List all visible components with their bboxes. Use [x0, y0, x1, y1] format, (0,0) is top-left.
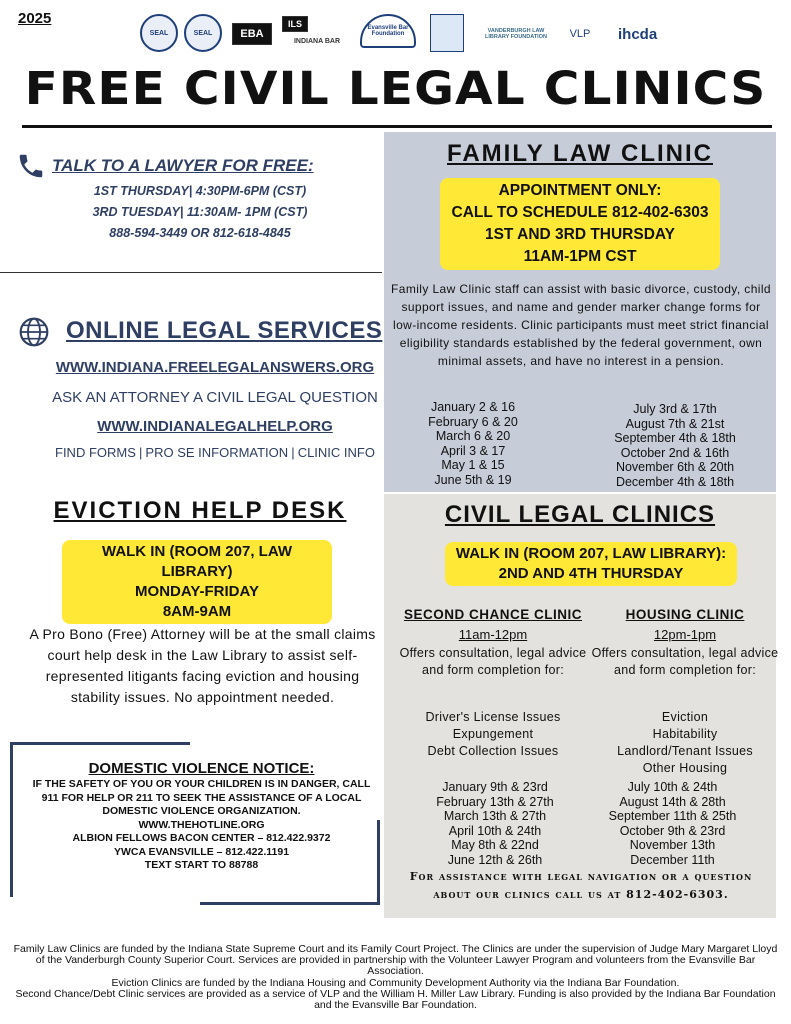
family-heading: FAMILY LAW CLINIC — [446, 140, 713, 167]
eviction-heading: EVICTION HELP DESK — [53, 497, 347, 524]
separator: | — [138, 445, 143, 460]
talk-line: 3RD TUESDAY| 11:30AM- 1PM (CST) — [92, 205, 308, 219]
section-divider — [0, 272, 382, 273]
issue-item: Other Housing — [642, 761, 728, 775]
eviction-days: MONDAY-FRIDAY — [135, 583, 259, 600]
date-item: February 6 & 20 — [428, 414, 518, 429]
court-seal-logo: SEAL — [140, 14, 178, 52]
indianalegalhelp-link[interactable]: WWW.INDIANALEGALHELP.ORG — [97, 418, 333, 435]
civil-contact-note: For assistance with legal navigation or a question about our clinics call us at 812-402-6303. — [409, 870, 753, 901]
find-forms-link[interactable]: FIND FORMS — [55, 445, 136, 460]
date-item: June 5th & 19 — [434, 472, 512, 487]
dv-safety-text: IF THE SAFETY OF YOU OR YOUR CHILDREN IS IN DANGER, CALL 911 FOR HELP OR 211 TO SEEK THE ASSISTANCE OF A LOCAL DOMESTIC VIOLENCE ORGANIZATION. — [32, 778, 371, 817]
title-underline — [22, 125, 772, 128]
date-item: June 12th & 26th — [447, 852, 543, 867]
ils-logo: ILS — [282, 16, 308, 32]
family-description: Family Law Clinic staff can assist with basic divorce, custody, child support issues, and name and gender marker change forms for low-income residents. Clinic participants must meet strict financial eligibility standards established by the federal government, own minimal assets, and have no interest in a pension. — [391, 282, 771, 368]
housing-clinic-time: 12pm-1pm — [653, 627, 717, 642]
family-days: 1ST AND 3RD THURSDAY — [484, 226, 676, 243]
date-item: July 10th & 24th — [627, 780, 718, 794]
civil-days: 2ND AND 4TH THURSDAY — [498, 565, 684, 582]
date-item: January 9th & 23rd — [442, 780, 548, 794]
civil-location: WALK IN (ROOM 207, LAW LIBRARY): — [455, 545, 727, 562]
date-item: August 14th & 28th — [619, 794, 726, 809]
date-item: November 13th — [629, 838, 716, 852]
separator: | — [291, 445, 295, 460]
indiana-bar-foundation-logo: INDIANA BAR — [293, 37, 341, 45]
phone-icon — [16, 150, 46, 182]
second-chance-description: Offers consultation, legal advice and form completion for: — [399, 646, 587, 677]
evansville-bar-foundation-logo: Evansville Bar Foundation — [360, 14, 416, 48]
globe-icon — [18, 316, 50, 348]
issue-item: Debt Collection Issues — [427, 744, 559, 758]
eviction-location: WALK IN (ROOM 207, LAW LIBRARY) — [101, 543, 292, 580]
issue-item: Eviction — [661, 710, 709, 724]
hotline-link[interactable]: WWW.THEHOTLINE.ORG — [138, 818, 265, 831]
date-item: August 7th & 21st — [625, 416, 725, 431]
housing-clinic-title: HOUSING CLINIC — [625, 607, 745, 622]
date-item: November 6th & 20th — [615, 460, 735, 474]
issue-item: Habitability — [652, 727, 718, 741]
date-item: February 13th & 27th — [436, 794, 554, 809]
talk-heading: TALK TO A LAWYER FOR FREE: — [52, 156, 314, 175]
vanderburgh-law-library-foundation-logo: VANDERBURGH LAW LIBRARY FOUNDATION — [485, 28, 547, 40]
date-item: May 8th & 22nd — [451, 838, 539, 852]
family-appointment: APPOINTMENT ONLY: — [498, 182, 662, 199]
date-item: September 11th & 25th — [608, 809, 737, 823]
dv-notice-body — [24, 778, 379, 873]
text-line: TEXT START TO 88788 — [144, 859, 259, 871]
online-heading: ONLINE LEGAL SERVICES — [66, 317, 383, 344]
second-chance-title: SECOND CHANCE CLINIC — [403, 607, 582, 622]
family-phone: CALL TO SCHEDULE 812-402-6303 — [451, 204, 709, 221]
family-schedule-box — [440, 178, 720, 270]
family-dates-jul-dec — [590, 402, 760, 489]
date-item: May 1 & 15 — [441, 458, 505, 472]
page-title: FREE CIVIL LEGAL CLINICS — [24, 62, 767, 115]
second-chance-issues — [398, 709, 588, 760]
albion-center-phone: ALBION FELLOWS BACON CENTER – 812.422.9372 — [72, 832, 331, 844]
freelegalanswers-link[interactable]: WWW.INDIANA.FREELEGALANSWERS.ORG — [55, 359, 375, 376]
online-resource-links — [55, 445, 375, 460]
second-chance-dates — [425, 780, 565, 867]
housing-clinic-description: Offers consultation, legal advice and form completion for: — [591, 646, 779, 677]
eba-logo: EBA — [232, 23, 272, 45]
county-seal-logo: SEAL — [184, 14, 222, 52]
civil-schedule-box — [445, 542, 737, 586]
sponsor-logos — [140, 14, 780, 56]
eviction-schedule-box — [62, 540, 332, 624]
date-item: March 6 & 20 — [435, 429, 511, 443]
year-label: 2025 — [18, 10, 52, 27]
date-item: January 2 & 16 — [430, 400, 516, 414]
funding-footer — [10, 944, 781, 1011]
dv-heading: DOMESTIC VIOLENCE NOTICE: — [88, 760, 315, 777]
eviction-hours: 8AM-9AM — [162, 603, 232, 620]
date-item: March 13th & 27th — [443, 809, 547, 823]
family-hours: 11AM-1PM CST — [523, 248, 637, 265]
law-library-logo — [430, 14, 464, 52]
online-description: ASK AN ATTORNEY A CIVIL LEGAL QUESTION — [52, 389, 378, 406]
talk-line: 1ST THURSDAY| 4:30PM-6PM (CST) — [93, 184, 307, 198]
second-chance-time: 11am-12pm — [458, 627, 528, 642]
housing-clinic-dates — [590, 780, 755, 867]
footer-line: Eviction Clinics are funded by the Indiana Housing and Community Development Authority via the Indiana Bar Foundation. — [111, 976, 680, 989]
vlp-logo: VLP — [569, 28, 591, 40]
eviction-description: A Pro Bono (Free) Attorney will be at the small claims court help desk in the Law Library to assist self-represented litigants facing eviction and housing stability issues. No appointment needed. — [29, 626, 376, 705]
date-item: October 9th & 23rd — [619, 823, 726, 838]
date-item: December 11th — [630, 852, 715, 867]
footer-line: Family Law Clinics are funded by the Indiana State Supreme Court and its Family Court Project. The Clinics are under the supervision of Judge Mary Margaret Lloyd of the Vanderburgh County Superior Court. Services are provided in partnership with the Volunteer Lawyer Program and volunteers from the Evansville Bar Association. — [13, 943, 778, 978]
date-item: October 2nd & 16th — [620, 445, 730, 460]
date-item: September 4th & 18th — [614, 431, 736, 445]
date-item: December 4th & 18th — [615, 474, 735, 489]
housing-clinic-issues — [590, 709, 780, 777]
footer-line: Second Chance/Debt Clinic services are provided as a service of VLP and the William H. Miller Law Library. Funding is also provided by the Indiana Bar Foundation and the Evansville Bar Foundation. — [15, 987, 776, 1012]
ihcda-logo: ihcda — [618, 25, 658, 43]
family-dates-jan-jun — [408, 400, 538, 487]
clinic-info-link[interactable]: CLINIC INFO — [297, 445, 375, 460]
issue-item: Expungement — [452, 727, 534, 741]
issue-item: Driver's License Issues — [425, 710, 561, 724]
date-item: April 10th & 24th — [448, 823, 542, 838]
civil-heading: CIVIL LEGAL CLINICS — [444, 501, 716, 528]
pro-se-information-link[interactable]: PRO SE INFORMATION — [145, 445, 289, 460]
ywca-phone: YWCA EVANSVILLE – 812.422.1191 — [113, 845, 290, 858]
date-item: April 3 & 17 — [440, 443, 506, 458]
date-item: July 3rd & 17th — [633, 402, 717, 416]
issue-item: Landlord/Tenant Issues — [617, 744, 753, 758]
talk-phone-numbers: 888-594-3449 OR 812-618-4845 — [109, 226, 291, 240]
